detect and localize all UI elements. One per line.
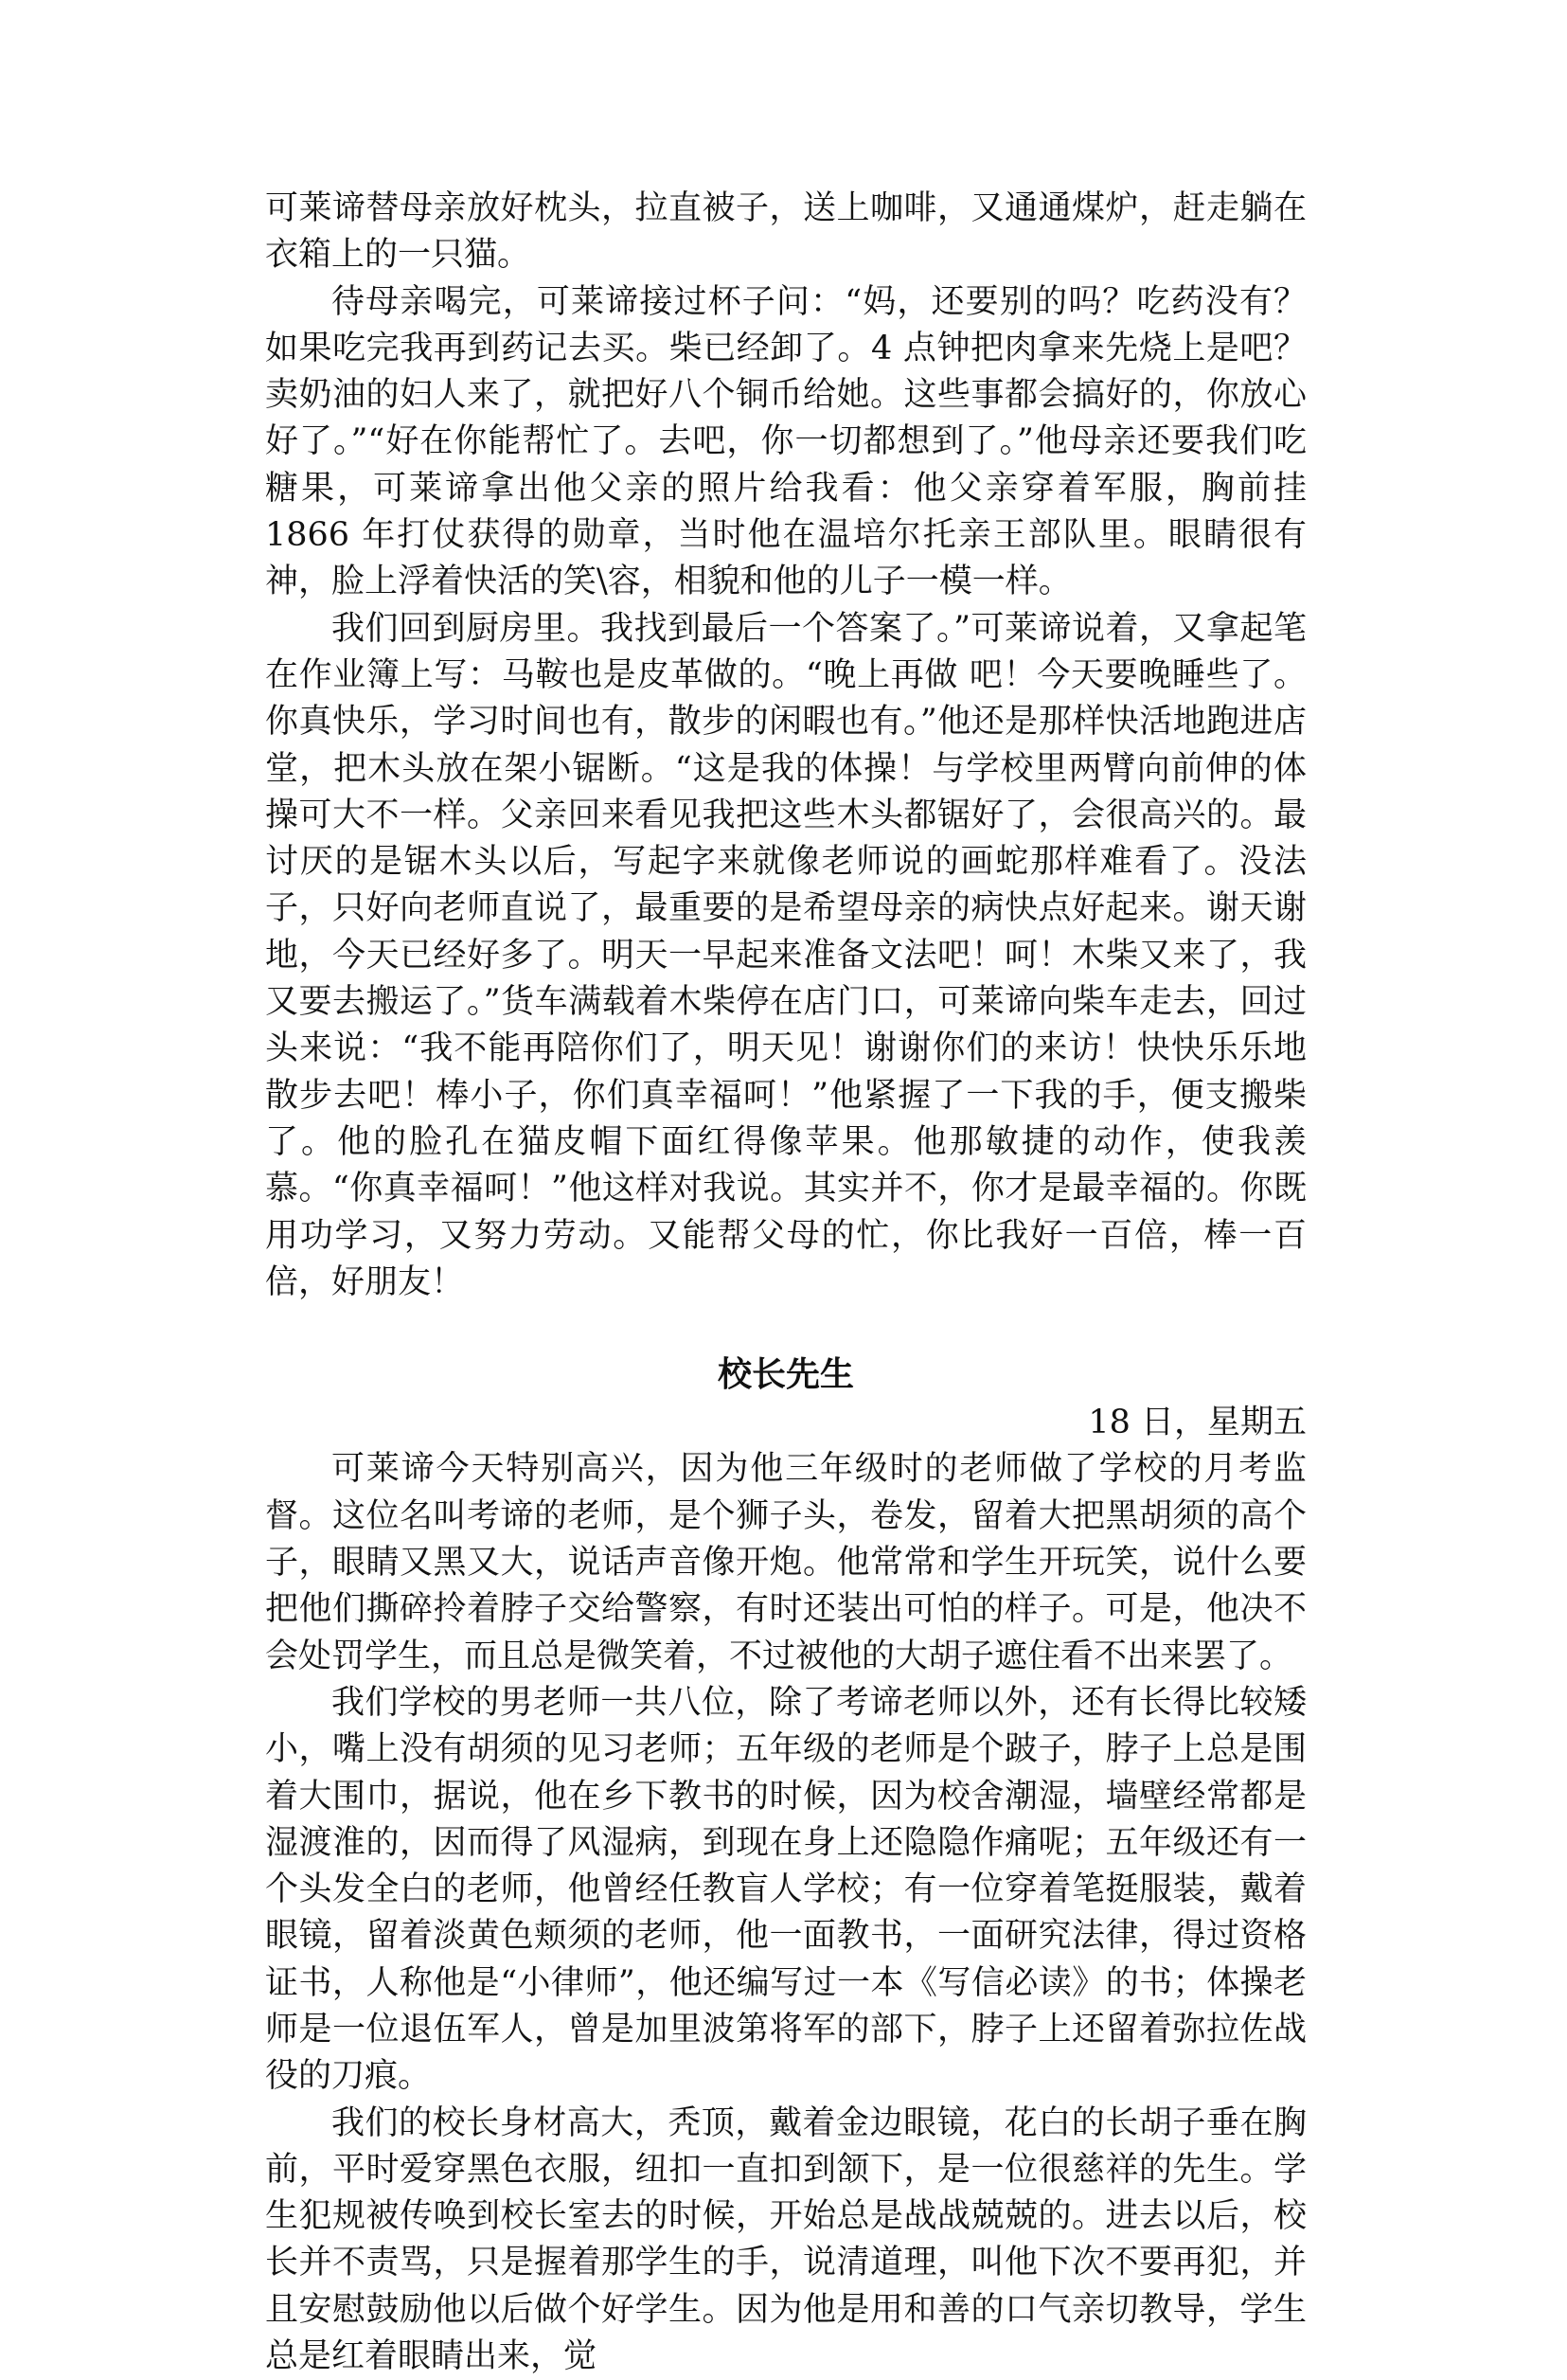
document-page [265,186,1307,2380]
section-title: 校长先生 [717,1355,854,1395]
paragraph-3: 我们回到厨房里。我找到最后一个答案了。”可莱谛说着，又拿起笔在作业簿上写：马鞍也是皮革做的。“晚上再做 吧！今天要晚睡些了。你真快乐，学习时间也有，散步的闲暇也有。”他还是那样快活地跑进店堂，把木头放在架小锯断。“这是我的体操！与学校里两臂向前伸的体操可大不一样。父亲回来看见我把这些木头都锯好了，会很高兴的。最讨厌的是锯木头以后，写起字来就像老师说的画蛇那样难看了。没法子，只好向老师直说了，最重要的是希望母亲的病快点好起来。谢天谢地，今天已经好多了。明天一早起来准备文法吧！呵！木柴又来了，我又要去搬运了。”货车满载着木柴停在店门口，可莱谛向柴车走去，回过头来说：“我不能再陪你们了，明天见！谢谢你们的来访！快快乐乐地散步去吧！棒小子，你们真幸福呵！”他紧握了一下我的手，便支搬柴了。他的脸孔在猫皮帽下面红得像苹果。他那敏捷的动作，使我羡慕。“你真幸福呵！”他这样对我说。其实并不，你才是最幸福的。你既用功学习，又努力劳动。又能帮父母的忙，你比我好一百倍，棒一百倍，好朋友！ [265,609,1307,1301]
paragraph-4: 可莱谛今天特别高兴，因为他三年级时的老师做了学校的月考监督。这位名叫考谛的老师，是个狮子头，卷发，留着大把黑胡须的高个子，眼睛又黑又大，说话声音像开炮。他常常和学生开玩笑，说什么要把他们撕碎拎着脖子交给警察，有时还装出可怕的样子。可是，他决不会处罚学生，而且总是微笑着，不过被他的大胡子遮住看不出来罢了。 [265,1450,1307,1675]
paragraph-2: 待母亲喝完，可莱谛接过杯子问：“妈，还要别的吗？吃药没有？如果吃完我再到药记去买。柴已经卸了。4 点钟把肉拿来先烧上是吧？卖奶油的妇人来了，就把好八个铜币给她。这些事都会搞好的，你放心好了。”“好在你能帮忙了。去吧，你一切都想到了。”他母亲还要我们吃糖果，可莱谛拿出他父亲的照片给我看：他父亲穿着军服，胸前挂 1866 年打仗获得的勋章，当时他在温培尔托亲王部队里。眼睛很有神，脸上浮着快活的笑\容，相貌和他的儿子一模一样。 [265,282,1307,601]
paragraph-1: 可莱谛替母亲放好枕头，拉直被子，送上咖啡，又通通煤炉，赶走躺在衣箱上的一只猫。 [265,189,1307,275]
paragraph-6: 我们的校长身材高大，秃顶，戴着金边眼镜，花白的长胡子垂在胸前，平时爱穿黑色衣服，纽扣一直扣到颔下，是一位很慈祥的先生。学生犯规被传唤到校长室去的时候，开始总是战战兢兢的。进去以后，校长并不责骂，只是握着那学生的手，说清道理，叫他下次不要再犯，并且安慰鼓励他以后做个好学生。因为他是用和善的口气亲切教导，学生总是红着眼睛出来，觉 [265,2103,1307,2376]
entry-date: 18 日，星期五 [1088,1404,1307,1442]
paragraph-5: 我们学校的男老师一共八位，除了考谛老师以外，还有长得比较矮小，嘴上没有胡须的见习老师；五年级的老师是个跛子，脖子上总是围着大围巾，据说，他在乡下教书的时候，因为校舍潮湿，墙壁经常都是湿渡淮的，因而得了风湿病，到现在身上还隐隐作痛呢；五年级还有一个头发全白的老师，他曾经任教盲人学校；有一位穿着笔挺服装，戴着眼镜，留着淡黄色颊须的老师，他一面教书，一面研究法律，得过资格证书，人称他是“小律师”，他还编写过一本《写信必读》的书；体操老师是一位退伍军人，曾是加里波第将军的部下，脖子上还留着弥拉佐战役的刀痕。 [265,1683,1307,2096]
